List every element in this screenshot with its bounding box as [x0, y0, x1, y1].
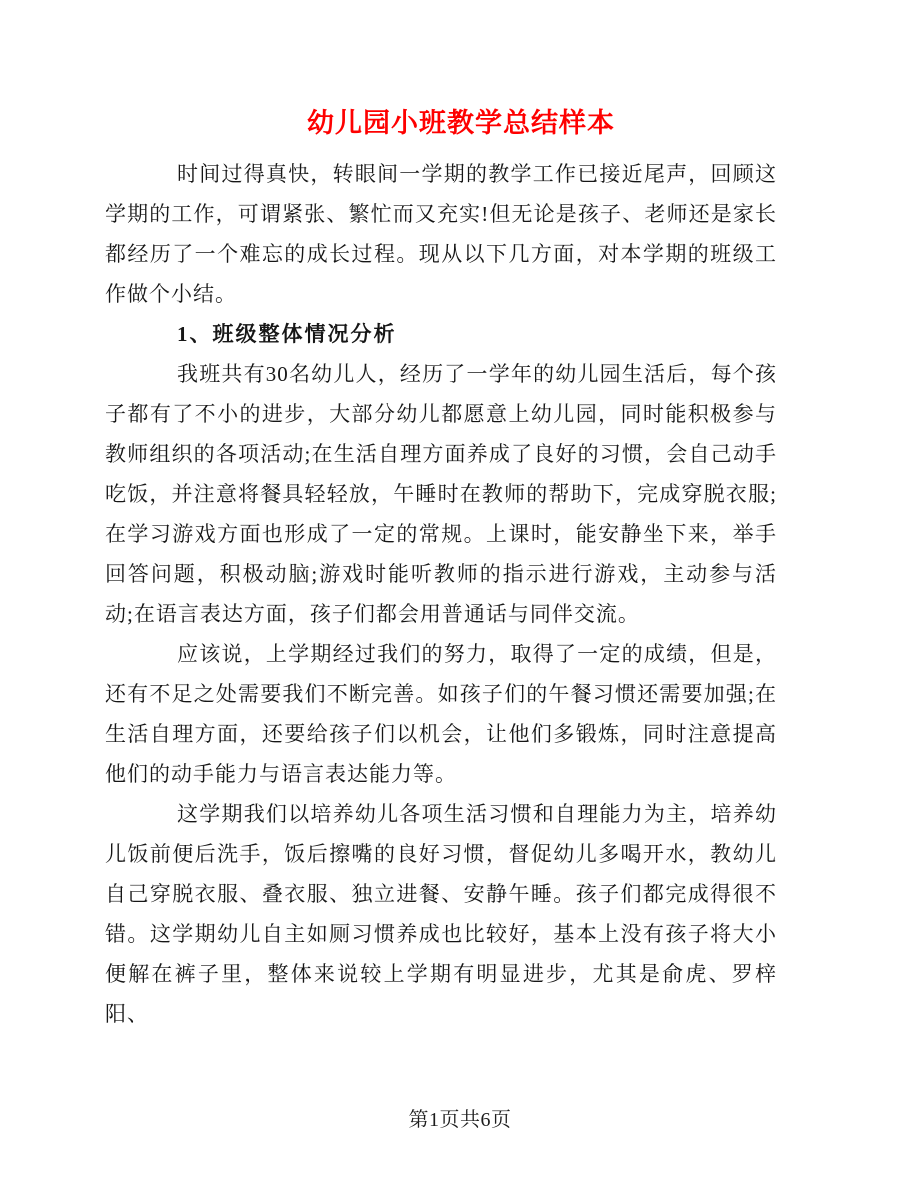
document-body	[105, 98, 777, 1034]
document-title: 幼儿园小班教学总结样本	[307, 108, 615, 138]
page-number-footer: 第1页共6页	[408, 1109, 512, 1131]
paragraph-intro: 时间过得真快，转眼间一学期的教学工作已接近尾声，回顾这学期的工作，可谓紧张、繁忙而又充实!但无论是孩子、老师还是家长都经历了一个难忘的成长过程。现从以下几方面，对本学期的班级工作做个小结。	[105, 162, 777, 306]
paragraph-shortcomings: 应该说，上学期经过我们的努力，取得了一定的成绩，但是，还有不足之处需要我们不断完善。如孩子们的午餐习惯还需要加强;在生活自理方面，还要给孩子们以机会，让他们多锻炼，同时注意提高他们的动手能力与语言表达能力等。	[105, 642, 777, 786]
paragraph-class-overview: 我班共有30名幼儿人，经历了一学年的幼儿园生活后，每个孩子都有了不小的进步，大部分幼儿都愿意上幼儿园，同时能积极参与教师组织的各项活动;在生活自理方面养成了良好的习惯，会自己动手吃饭，并注意将餐具轻轻放，午睡时在教师的帮助下，完成穿脱衣服;在学习游戏方面也形成了一定的常规。上课时，能安静坐下来，举手回答问题，积极动脑;游戏时能听教师的指示进行游戏，主动参与活动;在语言表达方面，孩子们都会用普通话与同伴交流。	[105, 362, 777, 626]
section-heading-class-analysis: 1、班级整体情况分析	[177, 322, 397, 346]
paragraph-habits-training: 这学期我们以培养幼儿各项生活习惯和自理能力为主，培养幼儿饭前便后洗手，饭后擦嘴的良好习惯，督促幼儿多喝开水，教幼儿自己穿脱衣服、叠衣服、独立进餐、安静午睡。孩子们都完成得很不错。这学期幼儿自主如厕习惯养成也比较好，基本上没有孩子将大小便解在裤子里，整体来说较上学期有明显进步，尤其是俞虎、罗梓阳、	[105, 802, 777, 1026]
